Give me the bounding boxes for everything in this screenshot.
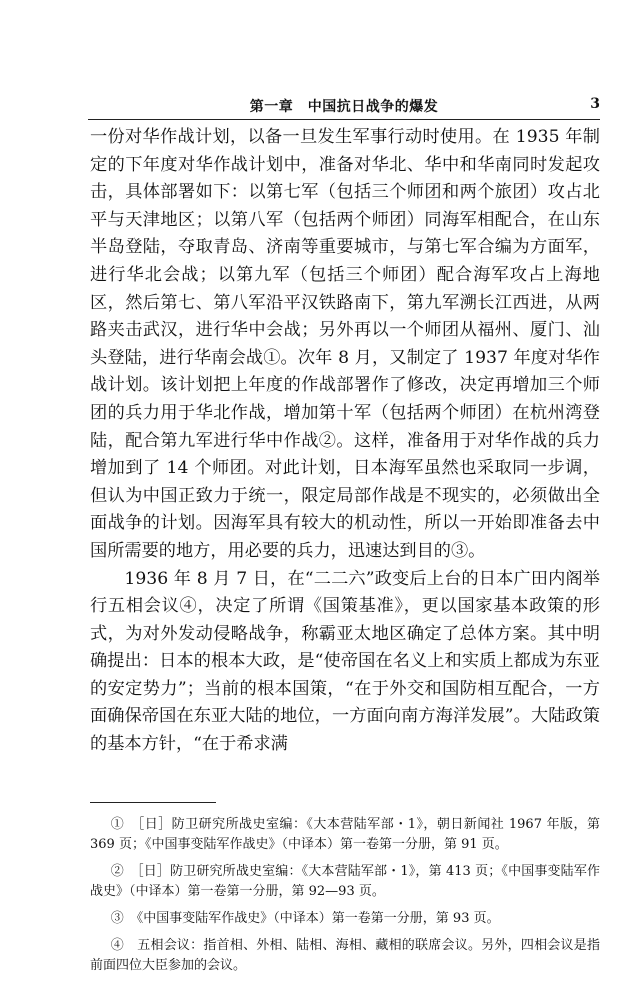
footnote-1: ① ［日］防卫研究所战史室编：《大本营陆军部・1》，朝日新闻社 1967 年版，第 369 页；《中国事变陆军作战史》（中译本）第一卷第一分册，第 91 页。	[90, 817, 600, 852]
footnote-separator	[90, 802, 216, 803]
body-text	[90, 124, 600, 759]
running-header	[88, 96, 600, 118]
chapter-title: 第一章 中国抗日战争的爆发	[249, 99, 439, 115]
header-rule	[88, 119, 600, 120]
footnote-3: ③ 《中国事变陆军作战史》（中译本）第一卷第一分册，第 93 页。	[110, 911, 500, 926]
page-number: 3	[590, 96, 600, 112]
paragraph-2: 1936 年 8 月 7 日，在“二二六”政变后上台的日本广田内阁举行五相会议④，决定了所谓《国策基准》，更以国家基本政策的形式，为对外发动侵略战争，称霸亚太地区确定了总体方案。其中明确提出：日本的根本大政，是“使帝国在名义上和实质上都成为东亚的安定势力”；当前的根本国策，“在于外交和国防相互配合，一方面确保帝国在东亚大陆的地位，一方面向南方海洋发展”。大陆政策的基本方针，“在于希求满	[90, 568, 600, 755]
footnote-4: ④ 五相会议：指首相、外相、陆相、海相、藏相的联席会议。另外，四相会议是指前面四位大臣参加的会议。	[90, 938, 600, 973]
footnotes	[90, 815, 600, 983]
paragraph-1: 一份对华作战计划，以备一旦发生军事行动时使用。在 1935 年制定的下年度对华作战计划中，准备对华北、华中和华南同时发起攻击，具体部署如下：以第七军（包括三个师团和两个旅团）攻占北平与天津地区；以第八军（包括两个师团）同海军相配合，在山东半岛登陆，夺取青岛、济南等重要城市，与第七军合编为方面军，进行华北会战；以第九军（包括三个师团）配合海军攻占上海地区，然后第七、第八军沿平汉铁路南下，第九军溯长江西进，从两路夹击武汉，进行华中会战；另外再以一个师团从福州、厦门、汕头登陆，进行华南会战①。次年 8 月，又制定了 1937 年度对华作战计划。该计划把上年度的作战部署作了修改，决定再增加三个师团的兵力用于华北作战，增加第十军（包括两个师团）在杭州湾登陆，配合第九军进行华中作战②。这样，准备用于对华作战的兵力增加到了 14 个师团。对此计划，日本海军虽然也采取同一步调，但认为中国正致力于统一，限定局部作战是不现实的，必须做出全面战争的计划。因海军具有较大的机动性，所以一开始即准备去中国所需要的地方，用必要的兵力，迅速达到目的③。	[90, 127, 600, 561]
footnote-2: ② ［日］防卫研究所战史室编：《大本营陆军部・1》，第 413 页；《中国事变陆军作战史》（中译本）第一卷第一分册，第 92—93 页。	[90, 864, 600, 899]
